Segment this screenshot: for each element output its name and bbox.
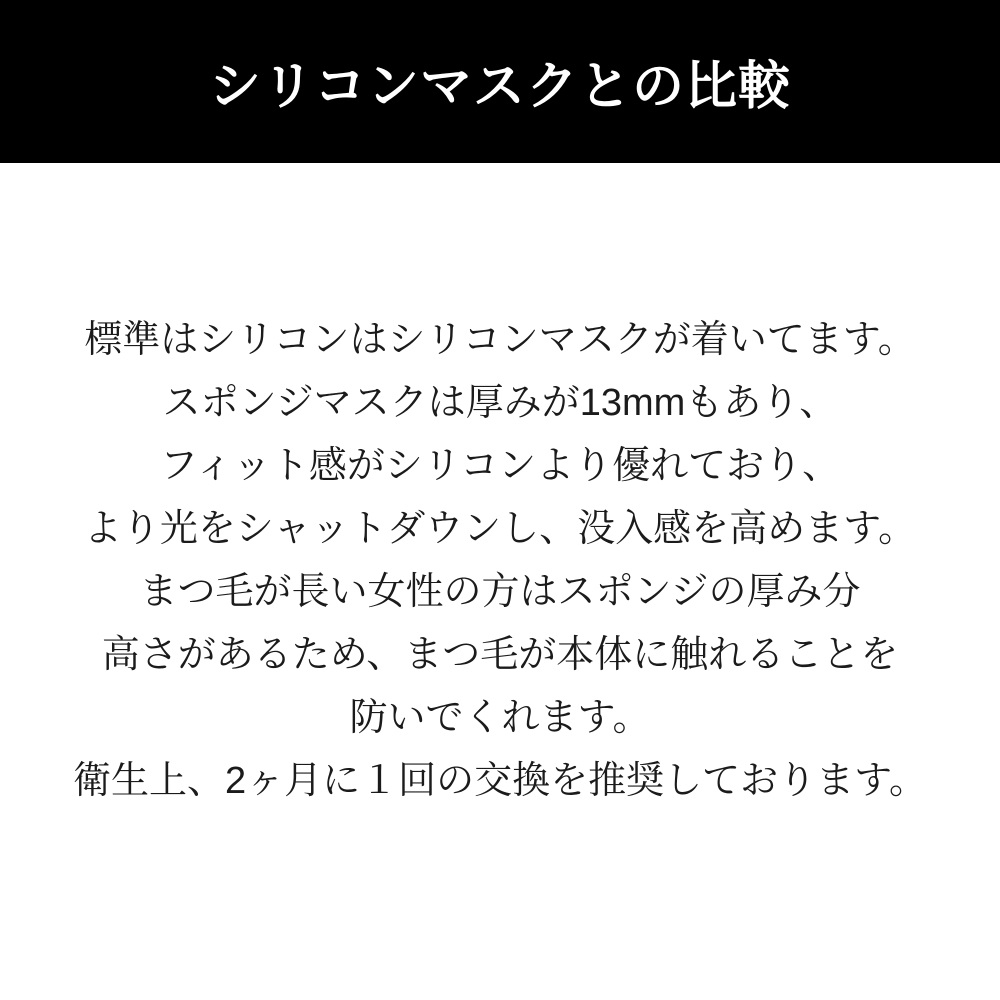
description-line: 高さがあるため、まつ毛が本体に触れることを bbox=[101, 634, 899, 676]
page-title: シリコンマスクとの比較 bbox=[209, 58, 791, 116]
header-band bbox=[0, 0, 1000, 163]
description-line: フィット感がシリコンより優れており、 bbox=[159, 445, 841, 487]
description-line: 衛生上、2ヶ月に１回の交換を推奨しております。 bbox=[72, 760, 928, 802]
description-line: より光をシャットダウンし、没入感を高めます。 bbox=[83, 508, 917, 550]
description-line: まつ毛が長い女性の方はスポンジの厚み分 bbox=[139, 571, 861, 613]
description-text-block bbox=[0, 309, 1000, 813]
description-line: 標準はシリコンはシリコンマスクが着いてます。 bbox=[84, 319, 916, 361]
description-line: スポンジマスクは厚みが13mmもあり、 bbox=[162, 382, 838, 424]
description-line: 防いでくれます。 bbox=[349, 697, 651, 739]
